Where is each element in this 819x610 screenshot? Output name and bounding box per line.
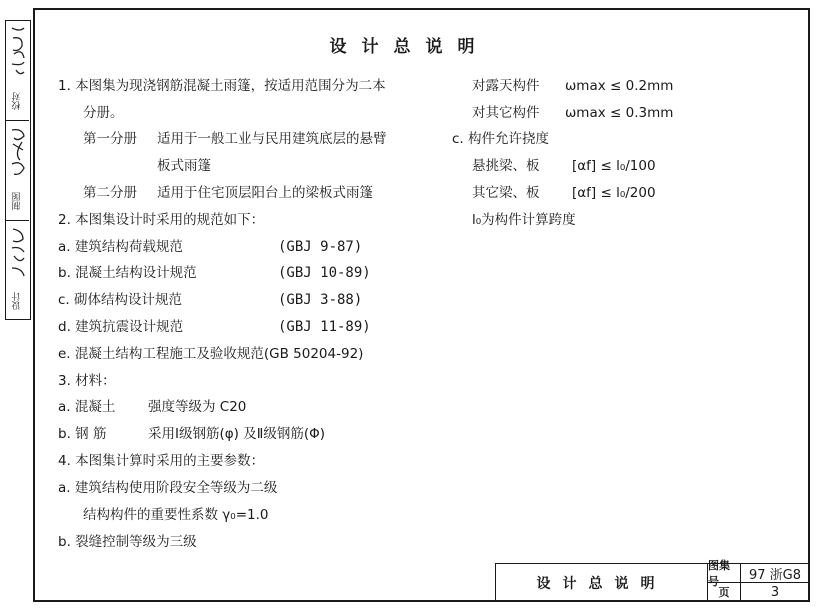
atlas-number-label: 图集号 <box>708 564 741 583</box>
deflection-cantilever-label: 悬挑梁、板 <box>472 158 540 174</box>
spec-e-line: e. 混凝土结构工程施工及验收规范(GB 50204-92) <box>58 346 364 362</box>
page-title: 设计总说明 <box>329 37 490 57</box>
crack-outdoor-value: ωmax ≤ 0.2mm <box>565 78 674 94</box>
item-2-heading: 2. 本图集设计时采用的规范如下： <box>58 212 265 228</box>
spec-a-code: (GBJ 9-87) <box>278 239 363 255</box>
volume-1-desc-line-1: 适用于一般工业与民用建筑底层的悬臂 <box>157 131 387 147</box>
item-1-line-1: 1. 本图集为现浇钢筋混凝土雨篷，按适用范围分为二本 <box>58 78 386 94</box>
deflection-cantilever-value: [αf] ≤ l₀/100 <box>572 158 656 174</box>
crack-other-value: ωmax ≤ 0.3mm <box>565 105 674 121</box>
sign-label-drawing: 制图 <box>12 192 23 210</box>
spec-c-name: c. 砌体结构设计规范 <box>58 292 183 308</box>
designer-signature-mark <box>8 224 28 282</box>
volume-1-label: 第一分册 <box>83 131 137 147</box>
spec-d-name: d. 建筑抗震设计规范 <box>58 319 184 335</box>
crack-other-label: 对其它构件 <box>472 105 540 121</box>
spec-c-code: (GBJ 3-88) <box>278 292 363 308</box>
deflection-heading: c. 构件允许挠度 <box>452 131 550 147</box>
title-block-title: 设计总说明 <box>496 564 708 601</box>
volume-2-desc: 适用于住宅顶层阳台上的梁板式雨篷 <box>157 185 373 201</box>
span-note: l₀为构件计算跨度 <box>472 212 576 228</box>
param-a-line-2: 结构构件的重要性系数 γ₀=1.0 <box>83 507 269 523</box>
spec-d-code: (GBJ 11-89) <box>278 319 371 335</box>
material-a-value: 强度等级为 C20 <box>148 399 247 415</box>
item-3-heading: 3. 材料： <box>58 373 116 389</box>
material-b-label: b. 钢 筋 <box>58 426 107 442</box>
sign-label-design: 设计 <box>12 292 23 310</box>
crack-outdoor-label: 对露天构件 <box>472 78 540 94</box>
volume-1-desc-line-2: 板式雨篷 <box>157 158 211 174</box>
signature-strip <box>5 20 31 320</box>
deflection-other-value: [αf] ≤ l₀/200 <box>572 185 656 201</box>
material-b-value: 采用Ⅰ级钢筋(φ) 及Ⅱ级钢筋(Φ) <box>148 426 326 442</box>
drafter-signature-mark <box>8 124 28 182</box>
spec-a-name: a. 建筑结构荷载规范 <box>58 239 183 255</box>
item-4-heading: 4. 本图集计算时采用的主要参数： <box>58 453 265 469</box>
spec-b-code: (GBJ 10-89) <box>278 265 371 281</box>
spec-b-name: b. 混凝土结构设计规范 <box>58 265 197 281</box>
param-a-line-1: a. 建筑结构使用阶段安全等级为二级 <box>58 480 278 496</box>
title-block <box>495 559 810 602</box>
material-a-label: a. 混凝土 <box>58 399 116 415</box>
atlas-number-value: 97 浙G8 <box>741 564 809 583</box>
item-1-line-2: 分册。 <box>83 105 124 121</box>
page-label: 页 <box>708 583 741 601</box>
param-b-line: b. 裂缝控制等级为三级 <box>58 534 197 550</box>
sign-label-check: 校对 <box>12 92 23 110</box>
page-number: 3 <box>770 584 780 600</box>
deflection-other-label: 其它梁、板 <box>472 185 540 201</box>
volume-2-label: 第二分册 <box>83 185 137 201</box>
